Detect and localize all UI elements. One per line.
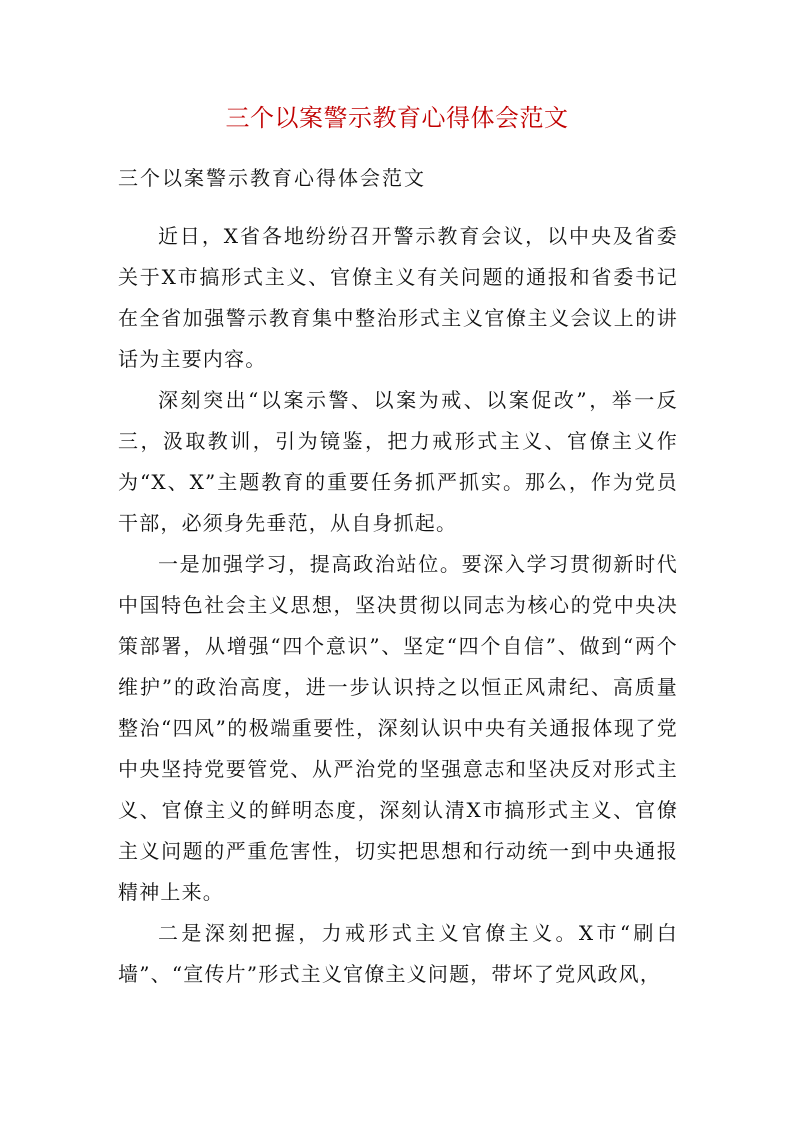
document-subtitle: 三个以案警示教育心得体会范文	[118, 166, 426, 190]
paragraph-2: 深刻突出“以案示警、以案为戒、以案促改”，举一反三，汲取教训，引为镜鉴，把力戒形式主义、官僚主义作为“X、X”主题教育的重要任务抓严抓实。那么，作为党员干部，必须身先垂范，从自身抓起。	[118, 388, 678, 535]
document-body	[118, 216, 678, 995]
paragraph-3: 一是加强学习，提高政治站位。要深入学习贯彻新时代中国特色社会主义思想，坚决贯彻以同志为核心的党中央决策部署，从增强“四个意识”、坚定“四个自信”、做到“两个维护”的政治高度，进一步认识持之以恒正风肃纪、高质量整治“四风”的极端重要性，深刻认识中央有关通报体现了党中央坚持党要管党、从严治党的坚强意志和坚决反对形式主义、官僚主义的鲜明态度，深刻认清X市搞形式主义、官僚主义问题的严重危害性，切实把思想和行动统一到中央通报精神上来。	[118, 552, 678, 904]
paragraph-4: 二是深刻把握，力戒形式主义官僚主义。X市“刷白墙”、“宣传片”形式主义官僚主义问题，带坏了党风政风，	[118, 921, 678, 986]
paragraph-1: 近日，X省各地纷纷召开警示教育会议，以中央及省委关于X市搞形式主义、官僚主义有关问题的通报和省委书记在全省加强警示教育集中整治形式主义官僚主义会议上的讲话为主要内容。	[118, 224, 678, 371]
document-title: 三个以案警示教育心得体会范文	[225, 104, 569, 132]
